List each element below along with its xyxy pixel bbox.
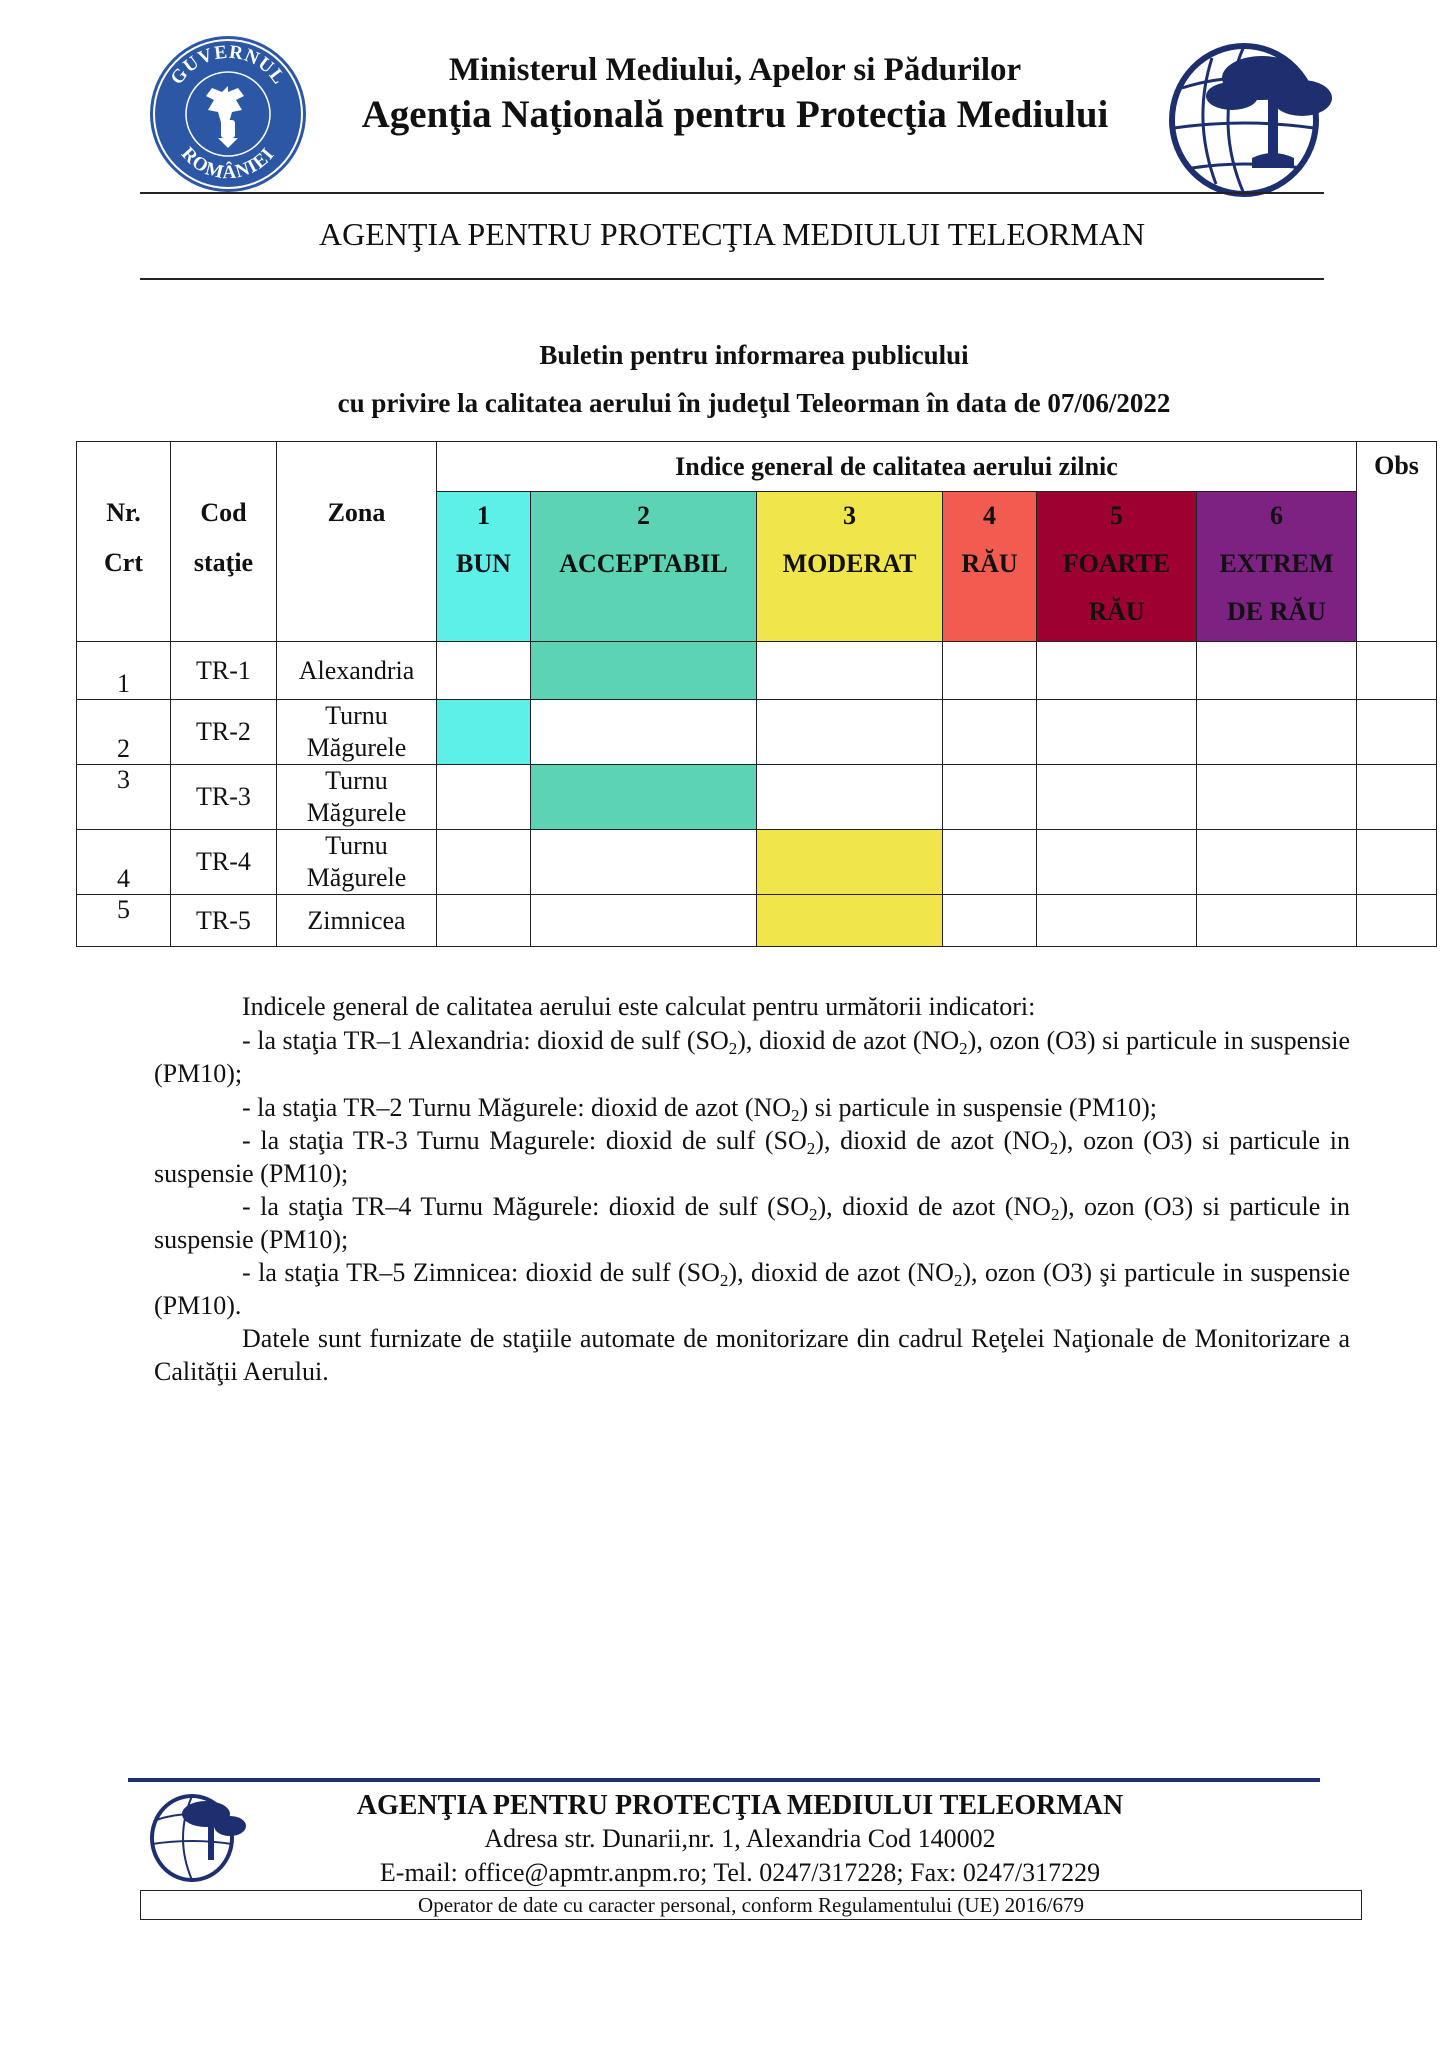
level-label-2: RĂU bbox=[1088, 597, 1145, 626]
index-cell-level-1 bbox=[437, 642, 531, 700]
index-cell-level-1 bbox=[437, 830, 531, 895]
paragraph-tr5: - la staţia TR–5 Zimnicea: dioxid de sulf $(SO_2)$, dioxid de azot $(NO_2)$, ozon (O3) şi particule in suspensie (PM10). bbox=[154, 1258, 1351, 1320]
table-row bbox=[77, 895, 1437, 947]
header-nr-crt: Nr. Crt bbox=[77, 442, 171, 642]
header-obs: Obs bbox=[1357, 442, 1437, 642]
index-cell-level-4 bbox=[943, 830, 1037, 895]
index-cell-level-3 bbox=[757, 700, 943, 765]
cell-obs bbox=[1357, 895, 1437, 947]
table-row bbox=[77, 830, 1437, 895]
index-cell-level-4 bbox=[943, 700, 1037, 765]
closing-paragraph: Datele sunt furnizate de staţiile automate de monitorizare din cadrul Reţelei Naţionale de Monitorizare a Calităţii Aerului. bbox=[154, 1324, 1350, 1386]
index-cell-level-3 bbox=[757, 830, 943, 895]
index-cell-level-2 bbox=[531, 642, 757, 700]
index-cell-level-6 bbox=[1197, 895, 1357, 947]
index-cell-level-5 bbox=[1037, 895, 1197, 947]
level-label: BUN bbox=[456, 549, 511, 578]
level-label: EXTREM bbox=[1219, 549, 1334, 578]
header-cod-statie: Cod staţie bbox=[171, 442, 277, 642]
index-cell-level-5 bbox=[1037, 642, 1197, 700]
footer-gdpr-notice: Operator de date cu caracter personal, conform Regulamentului (UE) 2016/679 bbox=[140, 1890, 1362, 1920]
header-divider-2 bbox=[140, 278, 1324, 280]
header-zona: Zona bbox=[277, 442, 437, 642]
zona-line-1: Alexandria bbox=[298, 655, 415, 685]
index-cell-level-6 bbox=[1197, 642, 1357, 700]
air-quality-table bbox=[76, 441, 1437, 947]
cell-cod-statie: TR-4 bbox=[171, 830, 277, 895]
ministry-name: Ministerul Mediului, Apelor si Pădurilor bbox=[448, 52, 1022, 88]
cell-nr: 1 bbox=[77, 642, 171, 700]
header-index-title: Indice general de calitatea aerului zilnic bbox=[437, 442, 1357, 492]
cell-nr: 5 bbox=[77, 895, 171, 947]
index-cell-level-6 bbox=[1197, 765, 1357, 830]
index-cell-level-5 bbox=[1037, 765, 1197, 830]
level-number: 3 bbox=[843, 501, 856, 530]
svg-text:GUVERNUL: GUVERNUL bbox=[166, 41, 290, 89]
cell-zona bbox=[277, 700, 437, 765]
agency-name: Agenţia Naţională pentru Protecţia Mediului bbox=[361, 93, 1109, 136]
footer-address: Adresa str. Dunarii,nr. 1, Alexandria Cod 140002 bbox=[484, 1824, 996, 1853]
cell-zona bbox=[277, 830, 437, 895]
index-cell-level-2 bbox=[531, 830, 757, 895]
paragraph-tr2: - la staţia TR–2 Turnu Măgurele: dioxid de azot $(NO_2)$ si particule in suspensie (PM10); bbox=[242, 1093, 1157, 1125]
index-cell-level-4 bbox=[943, 642, 1037, 700]
zona-line-1: Turnu bbox=[325, 766, 388, 795]
paragraph-tr1: - la staţia TR–1 Alexandria: dioxid de sulf $(SO_2)$, dioxid de azot $(NO_2)$, ozon (O3) si particule in suspensie (PM10); bbox=[154, 1026, 1351, 1088]
table-row bbox=[77, 765, 1437, 830]
table-row bbox=[77, 642, 1437, 700]
bulletin-subtitle: cu privire la calitatea aerului în judeţul Teleorman în data de 07/06/2022 bbox=[337, 388, 1171, 418]
paragraph-tr4: - la staţia TR–4 Turnu Măgurele: dioxid de sulf $(SO_2)$, dioxid de azot $(NO_2)$, ozon (O3) si particule in suspensie (PM10); bbox=[154, 1192, 1350, 1254]
cell-nr: 4 bbox=[77, 830, 171, 895]
level-number: 1 bbox=[477, 501, 490, 530]
anpm-globe-logo-small-icon bbox=[140, 1784, 250, 1884]
index-cell-level-5 bbox=[1037, 830, 1197, 895]
paragraph-tr3: - la staţia TR-3 Turnu Magurele: dioxid de sulf $(SO_2)$, dioxid de azot $(NO_2)$, ozon (O3) si particule in suspensie (PM10); bbox=[154, 1126, 1350, 1188]
index-cell-level-2 bbox=[531, 700, 757, 765]
level-header-1 bbox=[437, 492, 531, 642]
index-cell-level-1 bbox=[437, 700, 531, 765]
index-cell-level-3 bbox=[757, 765, 943, 830]
level-header-3 bbox=[757, 492, 943, 642]
government-seal-icon bbox=[148, 34, 308, 194]
cell-nr: 2 bbox=[77, 700, 171, 765]
index-cell-level-6 bbox=[1197, 700, 1357, 765]
level-number: 5 bbox=[1110, 501, 1123, 530]
level-header-2 bbox=[531, 492, 757, 642]
cell-cod-statie: TR-2 bbox=[171, 700, 277, 765]
index-cell-level-6 bbox=[1197, 830, 1357, 895]
indicators-intro: Indicele general de calitatea aerului este calculat pentru următorii indicatori: bbox=[242, 992, 1036, 1021]
bulletin-title: Buletin pentru informarea publicului bbox=[539, 340, 969, 370]
footer-divider bbox=[128, 1778, 1320, 1782]
level-header-5 bbox=[1037, 492, 1197, 642]
index-cell-level-3 bbox=[757, 895, 943, 947]
cell-obs bbox=[1357, 830, 1437, 895]
zona-line-1: Zimnicea bbox=[307, 905, 406, 935]
level-label: ACCEPTABIL bbox=[559, 549, 728, 578]
level-number: 2 bbox=[637, 501, 650, 530]
table-row bbox=[77, 700, 1437, 765]
level-label: MODERAT bbox=[782, 549, 917, 578]
cell-obs bbox=[1357, 765, 1437, 830]
index-cell-level-4 bbox=[943, 895, 1037, 947]
cell-zona bbox=[277, 642, 437, 700]
cell-nr: 3 bbox=[77, 765, 171, 830]
index-cell-level-1 bbox=[437, 895, 531, 947]
footer-title: AGENŢIA PENTRU PROTECŢIA MEDIULUI TELEORMAN bbox=[356, 1790, 1124, 1821]
zona-line-1: Turnu bbox=[325, 701, 388, 730]
cell-cod-statie: TR-5 bbox=[171, 895, 277, 947]
table-body bbox=[77, 642, 1437, 947]
cell-zona bbox=[277, 895, 437, 947]
index-cell-level-5 bbox=[1037, 700, 1197, 765]
zona-line-1: Turnu bbox=[325, 831, 388, 860]
anpm-globe-logo-icon bbox=[1152, 28, 1347, 198]
cell-cod-statie: TR-3 bbox=[171, 765, 277, 830]
zona-line-2: Măgurele bbox=[306, 863, 407, 892]
zona-line-2: Măgurele bbox=[306, 798, 407, 827]
index-cell-level-4 bbox=[943, 765, 1037, 830]
cell-obs bbox=[1357, 700, 1437, 765]
apm-title: AGENŢIA PENTRU PROTECŢIA MEDIULUI TELEORMAN bbox=[318, 216, 1146, 252]
level-header-6 bbox=[1197, 492, 1357, 642]
level-label: RĂU bbox=[961, 549, 1018, 578]
level-label-2: DE RĂU bbox=[1227, 597, 1326, 626]
level-label: FOARTE bbox=[1062, 549, 1171, 578]
index-cell-level-1 bbox=[437, 765, 531, 830]
zona-line-2: Măgurele bbox=[306, 733, 407, 762]
footer-contact: E-mail: office@apmtr.anpm.ro; Tel. 0247/317228; Fax: 0247/317229 bbox=[379, 1858, 1101, 1887]
level-header-4 bbox=[943, 492, 1037, 642]
cell-obs bbox=[1357, 642, 1437, 700]
svg-text:ROMÂNIEI: ROMÂNIEI bbox=[176, 143, 279, 184]
cell-cod-statie: TR-1 bbox=[171, 642, 277, 700]
cell-zona bbox=[277, 765, 437, 830]
header-divider bbox=[140, 192, 1324, 194]
level-number: 6 bbox=[1270, 501, 1283, 530]
index-cell-level-3 bbox=[757, 642, 943, 700]
index-cell-level-2 bbox=[531, 895, 757, 947]
level-number: 4 bbox=[983, 501, 996, 530]
index-cell-level-2 bbox=[531, 765, 757, 830]
